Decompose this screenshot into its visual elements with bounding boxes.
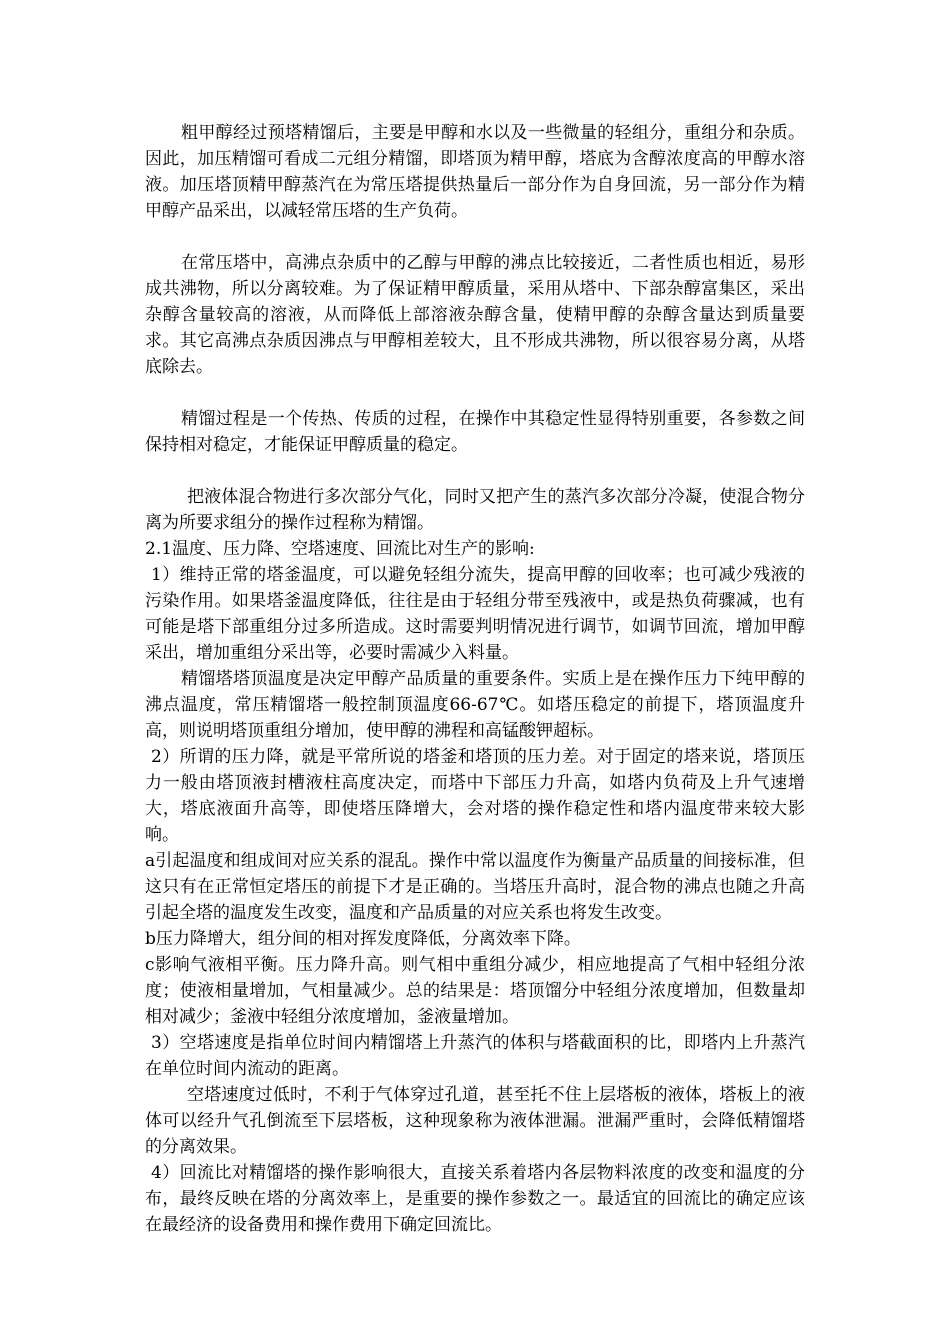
paragraph-crude-methanol: 粗甲醇经过预塔精馏后，主要是甲醇和水以及一些微量的轻组分，重组分和杂质。因此，加压精馏可看成二元组分精馏，即塔顶为精甲醇，塔底为含醇浓度高的甲醇水溶液。加压塔顶精甲醇蒸汽在为常压塔提供热量后一部分作为自身回流，另一部分作为精甲醇产品采出，以减轻常压塔的生产负荷。 [145,123,805,221]
item-2-pressure-drop: 2）所谓的压力降，就是平常所说的塔釜和塔顶的压力差。对于固定的塔来说，塔顶压力一般由塔顶液封槽液柱高度决定，而塔中下部压力升高，如塔内负荷及上升气速增大，塔底液面升高等，即使塔压降增大，会对塔的操作稳定性和塔内温度带来较大影响。 [145,747,805,845]
paragraph-tower-top-temperature: 精馏塔塔顶温度是决定甲醇产品质量的重要条件。实质上是在操作压力下纯甲醇的沸点温度，常压精馏塔一般控制顶温度66-67℃。如塔压稳定的前提下，塔顶温度升高，则说明塔顶重组分增加，使甲醇的沸程和高锰酸钾超标。 [145,669,805,741]
item-1-tower-bottom-temperature: 1）维持正常的塔釜温度，可以避免轻组分流失，提高甲醇的回收率；也可减少残液的污染作用。如果塔釜温度降低，往往是由于轻组分带至残液中，或是热负荷骤减，也有可能是塔下部重组分过多所造成。这时需要判明情况进行调节，如调节回流，增加甲醇采出，增加重组分采出等，必要时需减少入料量。 [145,565,805,663]
paragraph-gap [145,380,805,406]
paragraph-gap [145,224,805,250]
paragraph-distillation-definition: 把液体混合物进行多次部分气化，同时又把产生的蒸汽多次部分冷凝，使混合物分离为所要求组分的操作过程称为精馏。 [145,487,805,533]
section-heading-2-1: 2.1温度、压力降、空塔速度、回流比对生产的影响: [145,539,535,559]
item-4-reflux-ratio: 4）回流比对精馏塔的操作影响很大，直接关系着塔内各层物料浓度的改变和温度的分布，最终反映在塔的分离效率上，是重要的操作参数之一。最适宜的回流比的确定应该在最经济的设备费用和操作费用下确定回流比。 [145,1163,805,1235]
paragraph-liquid-leakage: 空塔速度过低时，不利于气体穿过孔道，甚至托不住上层塔板的液体，塔板上的液体可以经升气孔倒流至下层塔板，这种现象称为液体泄漏。泄漏严重时，会降低精馏塔的分离效果。 [145,1085,805,1157]
item-b-relative-volatility: b压力降增大，组分间的相对挥发度降低，分离效率下降。 [145,929,581,949]
item-a-temperature-composition: a引起温度和组成间对应关系的混乱。操作中常以温度作为衡量产品质量的间接标准，但这只有在正常恒定塔压的前提下才是正确的。当塔压升高时，混合物的沸点也随之升高引起全塔的温度发生改变，温度和产品质量的对应关系也将发生改变。 [145,851,805,923]
item-3-superficial-velocity: 3）空塔速度是指单位时间内精馏塔上升蒸汽的体积与塔截面积的比，即塔内上升蒸汽在单位时间内流动的距离。 [145,1033,805,1079]
paragraph-distillation-process: 精馏过程是一个传热、传质的过程，在操作中其稳定性显得特别重要，各参数之间保持相对稳定，才能保证甲醇质量的稳定。 [145,409,805,455]
document-body [145,120,805,1238]
item-c-vapor-liquid-equilibrium: c影响气液相平衡。压力降升高。则气相中重组分减少，相应地提高了气相中轻组分浓度；使液相量增加，气相量减少。总的结果是：塔顶馏分中轻组分浓度增加，但数量却相对减少；釜液中轻组分浓度增加，釜液量增加。 [145,955,805,1027]
paragraph-atmospheric-tower: 在常压塔中，高沸点杂质中的乙醇与甲醇的沸点比较接近，二者性质也相近，易形成共沸物，所以分离较难。为了保证精甲醇质量，采用从塔中、下部杂醇富集区，采出杂醇含量较高的溶液，从而降低上部溶液杂醇含量，使精甲醇的杂醇含量达到质量要求。其它高沸点杂质因沸点与甲醇相差较大，且不形成共沸物，所以很容易分离，从塔底除去。 [145,253,805,377]
paragraph-gap [145,458,805,484]
